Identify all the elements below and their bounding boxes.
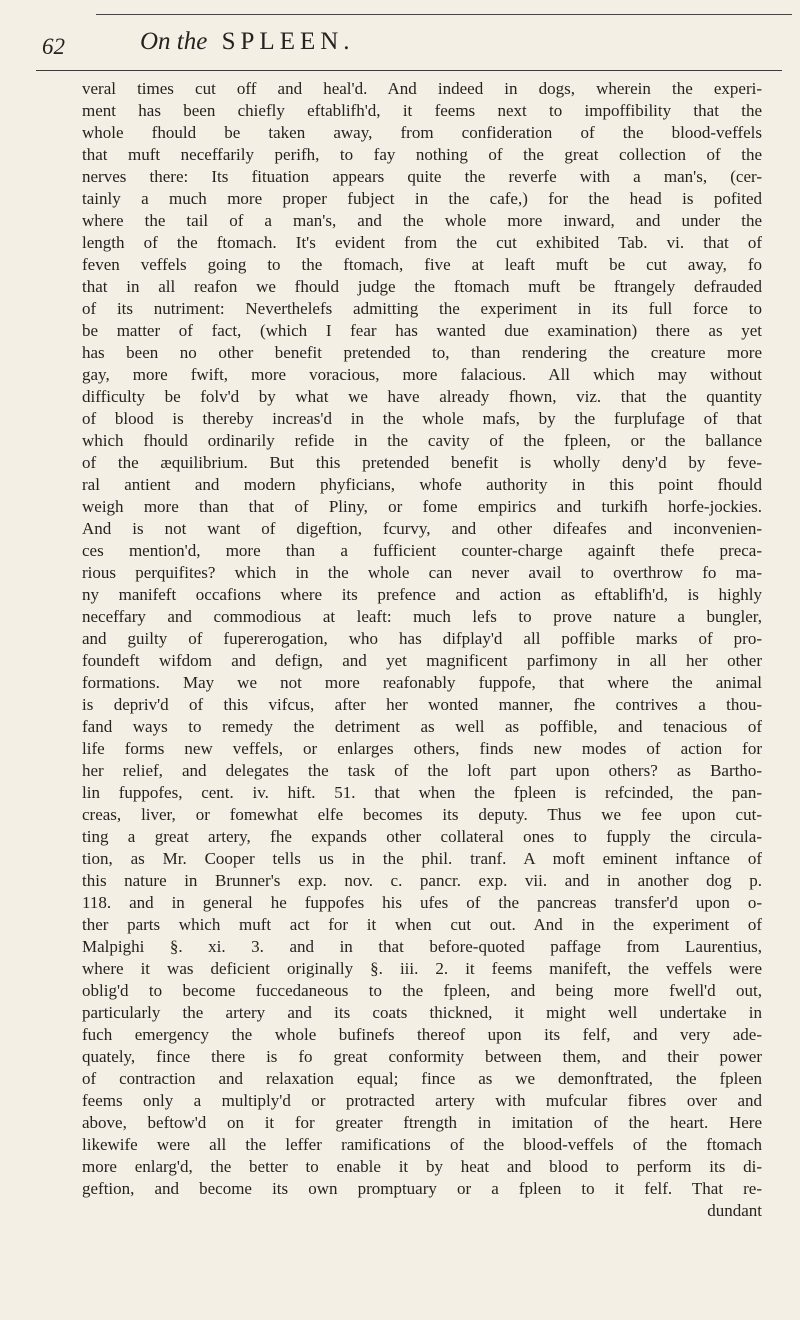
text-line: of blood is thereby increas'd in the whole mafs, by the furplufage of that	[82, 409, 762, 428]
text-line: of the æquilibrium. But this pretended benefit is wholly deny'd by feve-	[82, 453, 762, 472]
text-line: ting a great artery, fhe expands other collateral ones to fupply the circula-	[82, 827, 762, 846]
text-line: gay, more fwift, more voracious, more falacious. All which may without	[82, 365, 762, 384]
text-line: more enlarg'd, the better to enable it by heat and blood to perform its di-	[82, 1157, 762, 1176]
text-line: lin fuppofes, cent. iv. hift. 51. that when the fpleen is refcinded, the pan-	[82, 783, 762, 802]
text-line: above, beftow'd on it for greater ftrength in imitation of the heart. Here	[82, 1113, 762, 1132]
text-line: tainly a much more proper fubject in the cafe,) for the head is pofited	[82, 189, 762, 208]
text-line: oblig'd to become fuccedaneous to the fpleen, and being more fwell'd out,	[82, 981, 762, 1000]
text-line: likewife were all the leffer ramifications of the blood-veffels of the ftomach	[82, 1135, 762, 1154]
text-line: ces mention'd, more than a fufficient counter-charge againft thefe preca-	[82, 541, 762, 560]
top-rule	[96, 14, 792, 15]
text-line: is depriv'd of this vifcus, after her wonted manner, fhe contrives a thou-	[82, 695, 762, 714]
text-line: whole fhould be taken away, from confideration of the blood-veffels	[82, 123, 762, 142]
text-line: feven veffels going to the ftomach, five at leaft muft be cut away, fo	[82, 255, 762, 274]
body-text	[82, 78, 762, 1222]
text-line: ny manifeft occafions where its prefence and action as eftablifh'd, is highly	[82, 585, 762, 604]
text-line: Malpighi §. xi. 3. and in that before-quoted paffage from Laurentius,	[82, 937, 762, 956]
text-line: of its nutriment: Neverthelefs admitting the experiment in its full force to	[82, 299, 762, 318]
text-line: of contraction and relaxation equal; fince as we demonftrated, the fpleen	[82, 1069, 762, 1088]
text-line: rious perquifites? which in the whole can never avail to overthrow fo ma-	[82, 563, 762, 582]
text-line: difficulty be folv'd by what we have already fhown, viz. that the quantity	[82, 387, 762, 406]
page-number: 62	[42, 34, 65, 59]
text-line: creas, liver, or fomewhat elfe becomes its deputy. Thus we fee upon cut-	[82, 805, 762, 824]
text-line: formations. May we not more reafonably fuppofe, that where the animal	[82, 673, 762, 692]
text-line: geftion, and become its own promptuary or a fpleen to it felf. That re-	[82, 1179, 762, 1198]
header-rule	[36, 70, 782, 71]
running-head-italic: On the	[140, 28, 208, 55]
text-line: be matter of fact, (which I fear has wanted due examination) there as yet	[82, 321, 762, 340]
text-line: where it was deficient originally §. iii. 2. it feems manifeft, the veffels were	[82, 959, 762, 978]
text-line: 118. and in general he fuppofes his ufes of the pancreas transfer'd upon o-	[82, 893, 762, 912]
running-head-caps: SPLEEN.	[221, 28, 355, 55]
page-header	[42, 24, 682, 68]
text-line: fuch emergency the whole bufinefs thereof upon its felf, and very ade-	[82, 1025, 762, 1044]
text-line: And is not want of digeftion, fcurvy, and other difeafes and inconvenien-	[82, 519, 762, 538]
text-line: ment has been chiefly eftablifh'd, it feems next to impoffibility that the	[82, 101, 762, 120]
running-head	[140, 28, 355, 56]
text-line: ral antient and modern phyficians, whofe authority in this point fhould	[82, 475, 762, 494]
text-line: which fhould ordinarily refide in the cavity of the fpleen, or the ballance	[82, 431, 762, 450]
text-line: that in all reafon we fhould judge the ftomach muft be ftrangely defrauded	[82, 277, 762, 296]
text-line: life forms new veffels, or enlarges others, finds new modes of action for	[82, 739, 762, 758]
text-line: her relief, and delegates the task of the loft part upon others? as Bartho-	[82, 761, 762, 780]
text-line: nerves there: Its fituation appears quite the reverfe with a man's, (cer-	[82, 167, 762, 186]
text-line: length of the ftomach. It's evident from the cut exhibited Tab. vi. that of	[82, 233, 762, 252]
text-line: where the tail of a man's, and the whole more inward, and under the	[82, 211, 762, 230]
text-line: particularly the artery and its coats thickned, it might well undertake in	[82, 1003, 762, 1022]
text-line: has been no other benefit pretended to, than rendering the creature more	[82, 343, 762, 362]
catchword: dundant	[707, 1201, 762, 1220]
text-line: feems only a multiply'd or protracted artery with mufcular fibres over and	[82, 1091, 762, 1110]
text-line: fand ways to remedy the detriment as well as poffible, and tenacious of	[82, 717, 762, 736]
text-line: tion, as Mr. Cooper tells us in the phil. tranf. A moft eminent inftance of	[82, 849, 762, 868]
text-line: this nature in Brunner's exp. nov. c. pancr. exp. vii. and in another dog p.	[82, 871, 762, 890]
text-line: neceffary and commodious at leaft: much lefs to prove nature a bungler,	[82, 607, 762, 626]
text-line: that muft neceffarily perifh, to fay nothing of the great collection of the	[82, 145, 762, 164]
text-line: and guilty of fupererogation, who has difplay'd all poffible marks of pro-	[82, 629, 762, 648]
text-line: veral times cut off and heal'd. And indeed in dogs, wherein the experi-	[82, 79, 762, 98]
text-line: quately, fince there is fo great conformity between them, and their power	[82, 1047, 762, 1066]
text-line: ther parts which muft act for it when cut out. And in the experiment of	[82, 915, 762, 934]
text-line: foundeft wifdom and defign, and yet magnificent parfimony in all her other	[82, 651, 762, 670]
text-line: weigh more than that of Pliny, or fome empirics and turkifh horfe-jockies.	[82, 497, 762, 516]
